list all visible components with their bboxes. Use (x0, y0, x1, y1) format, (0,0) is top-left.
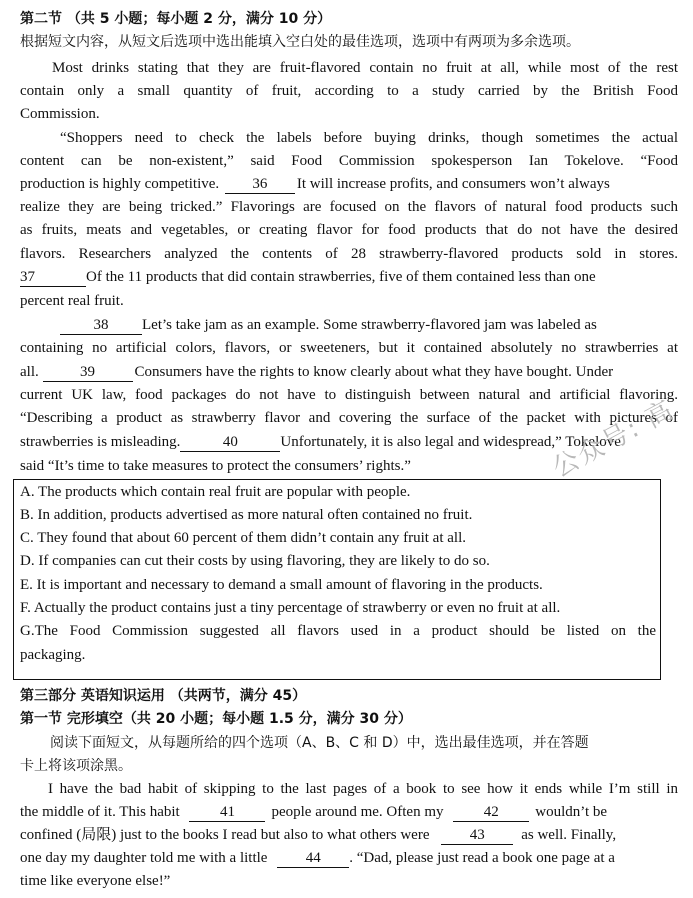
passage-line: I have the bad habit of skipping to the last pages of a book to see how it ends while I’m still in (48, 781, 678, 797)
passage-text: production is highly competitive. (20, 176, 220, 192)
passage-line (20, 266, 678, 289)
passage-line: said “It’s time to take measures to protect the consumers’ rights.” (20, 458, 411, 474)
answer-blank-42[interactable]: 42 (453, 804, 529, 822)
passage-line: containing no artificial colors, flavors, or sweeteners, but it contained absolutely no strawberries at (20, 340, 678, 356)
passage-line: “Describing a product as strawberry flavor and covering the surface of the packet with pictures of (20, 410, 678, 426)
option-b: B. In addition, products advertised as more natural often contained no fruit. (20, 507, 473, 523)
passage-line (20, 173, 678, 196)
passage-line: current UK law, food packages do not have to distinguish between natural and artificial flavoring. (20, 387, 678, 403)
passage-line (60, 314, 678, 337)
answer-blank-43[interactable]: 43 (441, 827, 513, 845)
passage-line: realize they are being tricked.” Flavorings are focused on the flavors of natural food products such (20, 199, 678, 215)
part-heading: 第三部分 英语知识运用 （共两节，满分 45） (20, 688, 307, 704)
option-d: D. If companies can cut their costs by using flavoring, they are likely to do so. (20, 553, 490, 569)
option-g-continued: packaging. (20, 647, 86, 663)
passage-line (20, 824, 678, 847)
option-g: G.The Food Commission suggested all flavors used in a product should be listed on the (20, 623, 656, 639)
part-instruction: 阅读下面短文，从每题所给的四个选项（A、B、C 和 D）中，选出最佳选项，并在答题 (50, 735, 589, 751)
passage-text: confined (局限) just to the books I read but also to what others were (20, 827, 430, 843)
passage-text: wouldn’t be (535, 804, 608, 820)
answer-blank-41[interactable]: 41 (189, 804, 265, 822)
passage-text: Let’s take jam as an example. Some strawberry-flavored jam was labeled as (142, 317, 597, 333)
answer-blank-38[interactable]: 38 (60, 317, 142, 335)
passage-text: . “Dad, please just read a book one page at a (349, 850, 615, 866)
passage-line: as fruits, meats and vegetables, or creating flavor for food products that do not have the desired (20, 222, 678, 238)
part-instruction: 卡上将该项涂黑。 (20, 758, 132, 774)
passage-line: Commission. (20, 106, 100, 122)
subsection-heading: 第一节 完形填空（共 20 小题；每小题 1.5 分，满分 30 分） (20, 711, 412, 727)
answer-blank-44[interactable]: 44 (277, 850, 349, 868)
passage-text: Of the 11 products that did contain strawberries, five of them contained less than one (86, 269, 596, 285)
answer-blank-40[interactable]: 40 (180, 434, 280, 452)
passage-line: time like everyone else!” (20, 873, 171, 889)
option-c: C. They found that about 60 percent of them didn’t contain any fruit at all. (20, 530, 467, 546)
passage-line (20, 847, 678, 870)
passage-line: flavors. Researchers analyzed the contents of 28 strawberry-flavored products sold in stores. (20, 246, 678, 262)
passage-text: all. (20, 364, 39, 380)
option-f: F. Actually the product contains just a tiny percentage of strawberry or even no fruit at all. (20, 600, 561, 616)
passage-line: content can be non-existent,” said Food Commission spokesperson Ian Tokelove. “Food (20, 153, 678, 169)
watermark: 公众号: 高 (547, 394, 680, 484)
answer-blank-39[interactable]: 39 (43, 364, 133, 382)
passage-line: “Shoppers need to check the labels before buying drinks, though sometimes the actual (60, 130, 678, 146)
passage-text: strawberries is misleading. (20, 434, 181, 450)
passage-text: Unfortunately, it is also legal and widespread,” Tokelove (280, 434, 621, 450)
passage-line (20, 361, 678, 384)
passage-text: people around me. Often my (271, 804, 444, 820)
passage-text: It will increase profits, and consumers won’t always (296, 176, 610, 192)
passage-text: as well. Finally, (521, 827, 617, 843)
passage-line (20, 801, 678, 824)
passage-text: one day my daughter told me with a little (20, 850, 268, 866)
section-heading: 第二节 （共 5 小题；每小题 2 分，满分 10 分） (20, 11, 332, 27)
answer-blank-36[interactable]: 36 (225, 176, 295, 194)
section-instruction: 根据短文内容，从短文后选项中选出能填入空白处的最佳选项，选项中有两项为多余选项。 (20, 34, 580, 50)
passage-line: contain only a small quantity of fruit, according to a study carried by the British Food (20, 83, 678, 99)
passage-text: the middle of it. This habit (20, 804, 180, 820)
option-e: E. It is important and necessary to demand a small amount of flavoring in the products. (20, 577, 543, 593)
option-a: A. The products which contain real fruit are popular with people. (20, 484, 411, 500)
passage-line: Most drinks stating that they are fruit-flavored contain no fruit at all, while most of the rest (52, 60, 678, 76)
answer-blank-37[interactable]: 37 (20, 269, 86, 287)
passage-text: Consumers have the rights to know clearly about what they have bought. Under (134, 364, 614, 380)
passage-line: percent real fruit. (20, 293, 124, 309)
